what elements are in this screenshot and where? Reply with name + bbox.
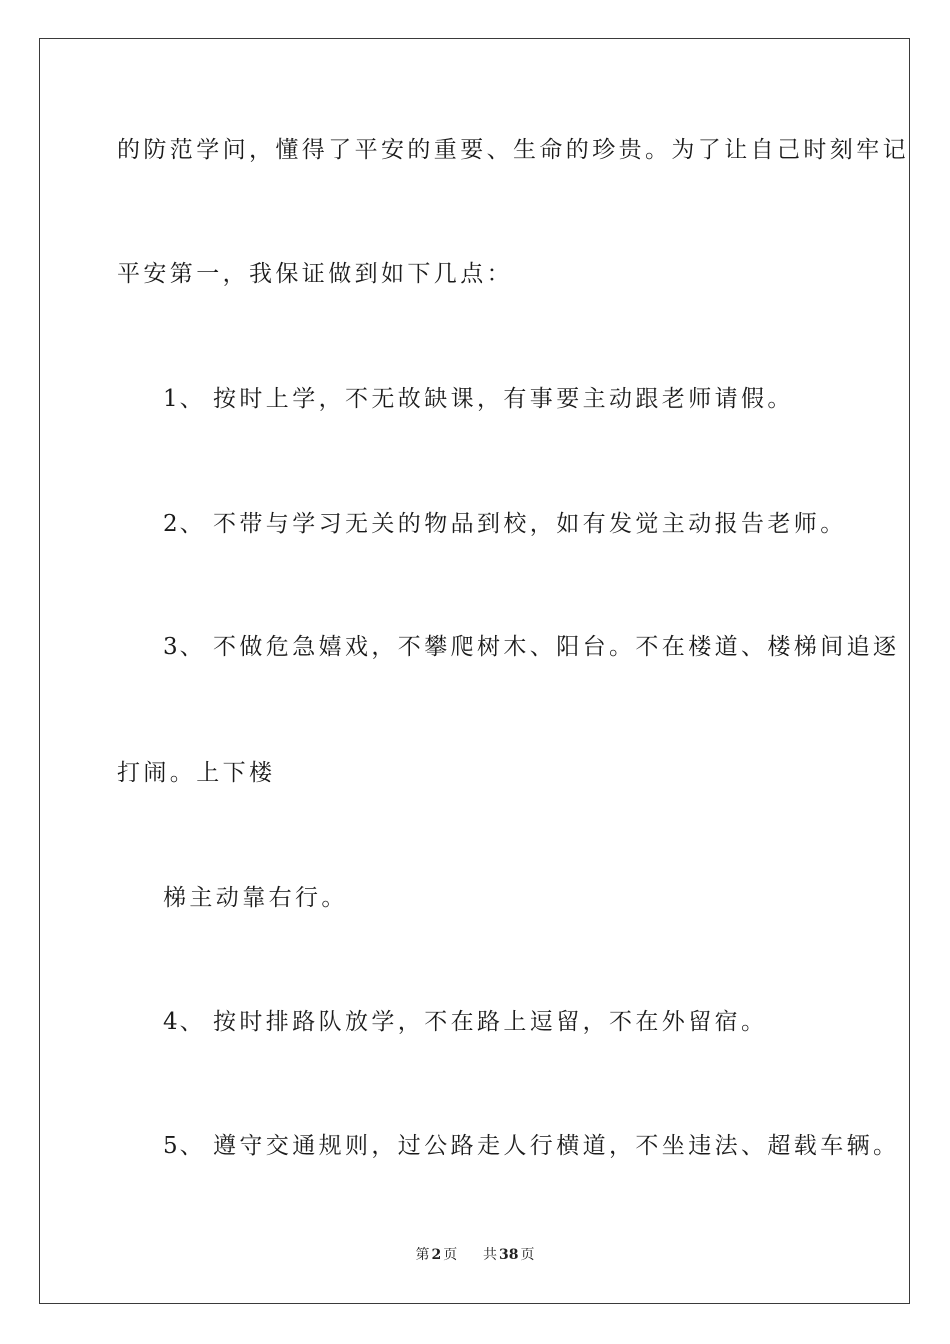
list-item-number: 4、: [163, 1009, 205, 1035]
page-number: 第 2 页: [415, 1247, 458, 1263]
list-item-number: 5、: [163, 1133, 205, 1159]
list-item-5: [163, 1131, 899, 1161]
list-item-number: 1、: [163, 386, 205, 412]
paragraph-line-2: 平安第一，我保证做到如下几点：: [117, 261, 513, 287]
list-item-1: [163, 384, 794, 414]
list-item-text: 遵守交通规则，过公路走人行横道，不坐违法、超载车辆。: [213, 1133, 900, 1159]
list-item-2: [163, 509, 847, 539]
list-item-text: 不带与学习无关的物品到校，如有发觉主动报告老师。: [213, 511, 847, 537]
list-item-number: 3、: [163, 634, 205, 660]
page-footer: [0, 1246, 950, 1264]
list-item-3: [163, 632, 899, 662]
paragraph-line-1: 的防范学问，懂得了平安的重要、生命的珍贵。为了让自己时刻牢记: [117, 137, 909, 163]
page-border: [39, 38, 910, 1304]
list-item-4: [163, 1007, 767, 1037]
continuation-line-a: 打闹。上下楼: [117, 760, 276, 786]
list-item-text: 不做危急嬉戏，不攀爬树木、阳台。不在楼道、楼梯间追逐: [213, 634, 900, 660]
list-item-text: 按时上学，不无故缺课，有事要主动跟老师请假。: [213, 386, 794, 412]
list-item-text: 按时排路队放学，不在路上逗留，不在外留宿。: [213, 1009, 768, 1035]
list-item-number: 2、: [163, 511, 205, 537]
continuation-line-b: 梯主动靠右行。: [163, 885, 348, 911]
total-pages: 共 38 页: [483, 1247, 535, 1263]
